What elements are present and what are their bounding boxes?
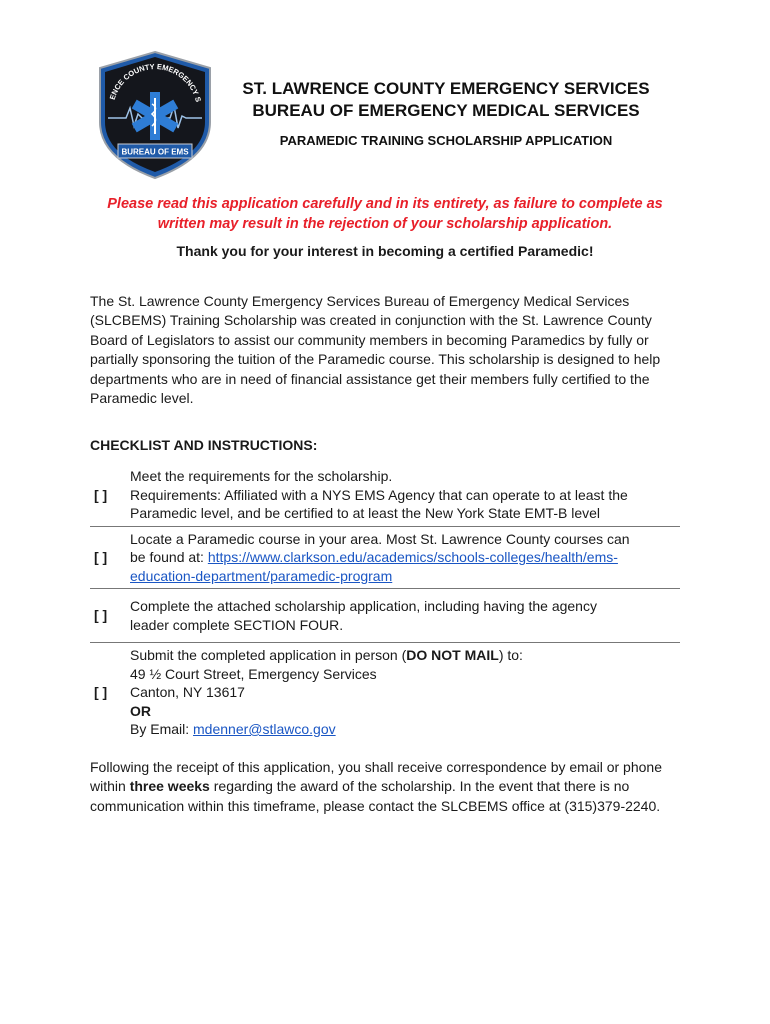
checklist-item-text [130,467,680,523]
three-weeks-text: three weeks [129,778,210,795]
address-line: 49 ½ Court Street, Emergency Services [130,665,377,682]
checklist-heading: CHECKLIST AND INSTRUCTIONS: [90,437,318,453]
item-text: be found at: [130,549,208,565]
follow-up-paragraph [90,758,690,816]
page-title-line1: ST. LAWRENCE COUNTY EMERGENCY SERVICES [242,79,650,98]
checkbox[interactable]: [ ] [94,486,108,503]
item-line [130,720,680,739]
checklist-item-text [130,530,680,586]
clarkson-paramedic-link[interactable]: https://www.clarkson.edu/academics/schools-colleges/health/ems- [207,549,618,565]
or-text: OR [130,702,151,719]
clarkson-paramedic-link-cont[interactable]: education-department/paramedic-program [130,567,393,584]
checkbox[interactable]: [ ] [94,684,108,700]
do-not-mail-text: DO NOT MAIL [406,647,499,663]
checkbox[interactable]: [ ] [94,607,108,624]
follow-text: regarding the award of the scholarship. In the event that there is no communication within this timeframe, please contact the SLCBEMS office at (315)379-2240. [90,778,661,814]
item-line [130,567,680,586]
checklist-item-requirements [90,464,680,527]
item-line [130,646,680,665]
intro-paragraph: The St. Lawrence County Emergency Services Bureau of Emergency Medical Services (SLCBEMS) Training Scholarship was created in conjunction with the St. Lawrence County Board of Legislators to assist our community members in becoming Paramedics by fully or partially sponsoring the tuition of the Paramedic course. This scholarship is designed to help departments who are in need of financial assistance get their members fully certified to the Paramedic level. [90,293,661,407]
thanks-message: Thank you for your interest in becoming a certified Paramedic! [176,243,594,259]
item-line: Meet the requirements for the scholarship. [130,468,393,484]
email-link[interactable]: mdenner@stlawco.gov [193,721,336,737]
logo-banner-text: BUREAU OF EMS [121,147,189,157]
item-line: Requirements: Affiliated with a NYS EMS Agency that can operate to at least the [130,486,628,503]
document-header [226,78,666,148]
item-text: Submit the completed application in person ( [130,647,407,663]
checklist-item-locate-course [90,527,680,590]
checklist-item-text [130,597,680,634]
bureau-logo [92,50,218,180]
item-text: By Email: [130,721,194,737]
item-line [130,548,680,567]
warning-notice [80,194,690,234]
page-title-line2: BUREAU OF EMERGENCY MEDICAL SERVICES [252,101,640,120]
item-line: leader complete SECTION FOUR. [130,616,344,633]
checklist-item-text [130,646,680,739]
address-line: Canton, NY 13617 [130,684,245,700]
follow-text: Following the receipt of this application, you shall receive correspondence by email or phone within [90,759,662,795]
warning-line1: Please read this application carefully and in its entirety, as failure to complete as [107,196,663,212]
checklist-item-complete-application [90,589,680,643]
item-line: Paramedic level, and be certified to at least the New York State EMT-B level [130,505,601,521]
warning-line2: written may result in the rejection of your scholarship application. [157,216,613,232]
checklist-item-submit [90,643,680,742]
logo-arc-text: ENCE COUNTY EMERGENCY S [107,62,203,103]
checklist [90,464,680,742]
page-subtitle: PARAMEDIC TRAINING SCHOLARSHIP APPLICATION [279,133,613,148]
checkbox[interactable]: [ ] [94,549,108,565]
item-text: ) to: [498,647,523,663]
item-line: Complete the attached scholarship application, including having the agency [130,598,597,614]
item-line: Locate a Paramedic course in your area. Most St. Lawrence County courses can [130,530,630,547]
